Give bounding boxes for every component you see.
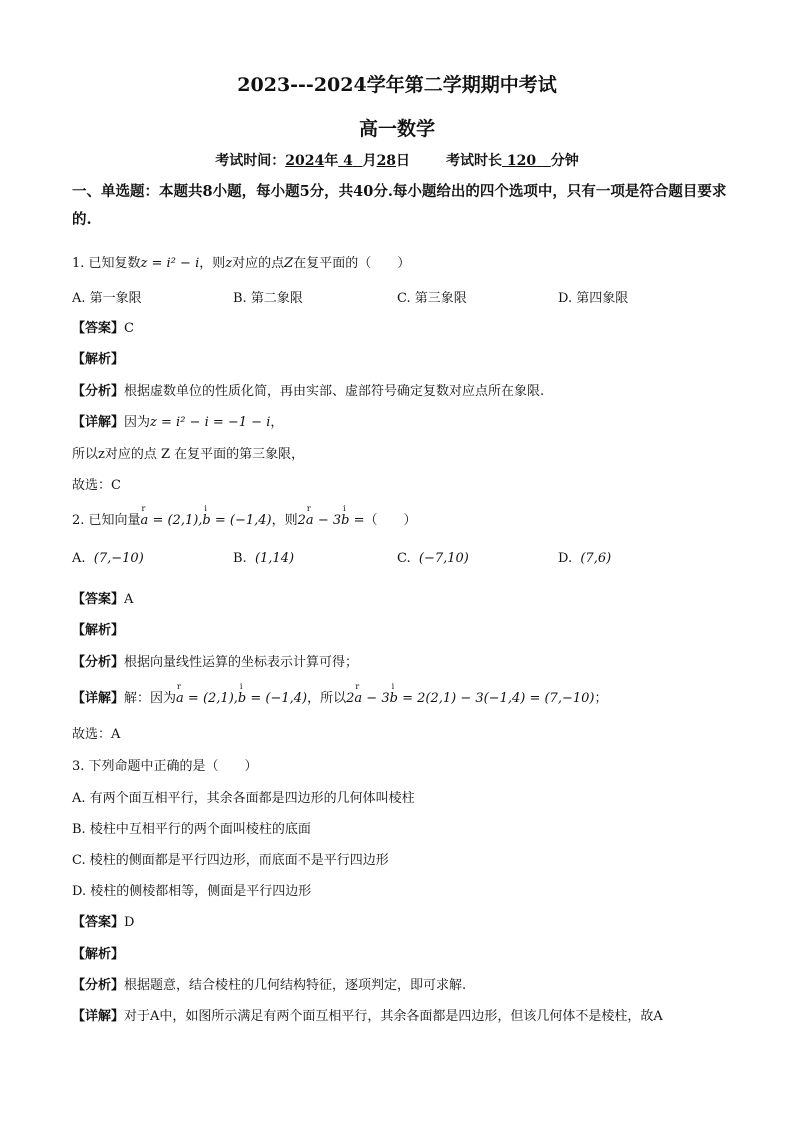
q2-stem: 2. 已知向量r a = (2,1),i b = (−1,4)，则2r a − 3i b =（ ） — [72, 509, 417, 528]
q3-xiangjie: 【详解】对于A中，如图所示满足有两个面互相平行，其余各面都是四边形，但该几何体不是棱柱，故A — [72, 1009, 663, 1024]
q1-analysis-tag: 【解析】 — [72, 352, 125, 367]
q2-analysis-tag: 【解析】 — [72, 623, 125, 638]
q1-option-c: C. 第三象限 — [397, 291, 467, 306]
q1-fenxi: 【分析】根据虚数单位的性质化简，再由实部、虚部符号确定复数对应点所在象限. — [72, 384, 545, 399]
q2-option-d: D. (7,6) — [558, 551, 612, 566]
month-unit: 月 — [362, 153, 377, 169]
q2-fenxi: 【分析】根据向量线性运算的坐标表示计算可得； — [72, 655, 359, 670]
q1-formula: z = i² − i — [140, 256, 200, 271]
q3-fenxi: 【分析】根据题意，结合棱柱的几何结构特征，逐项判定，即可求解. — [72, 978, 467, 993]
exam-month: 4 — [343, 153, 353, 169]
q1-option-a: A. 第一象限 — [72, 291, 142, 306]
vector-a: r a — [141, 513, 149, 528]
q2-option-a: A. (7,−10) — [72, 551, 144, 566]
vector-b: i b — [202, 513, 210, 528]
day-unit: 日 — [396, 153, 411, 169]
q2-choose: 故选：A — [72, 727, 121, 742]
exam-year: 2024 — [285, 153, 325, 169]
exam-duration: 120 — [506, 153, 537, 169]
q3-option-a: A. 有两个面互相平行，其余各面都是四边形的几何体叫棱柱 — [72, 791, 415, 806]
q2-answer: 【答案】A — [72, 592, 134, 607]
q3-option-c: C. 棱柱的侧面都是平行四边形，而底面不是平行四边形 — [72, 853, 389, 868]
q1-answer: 【答案】C — [72, 321, 134, 336]
q3-stem: 3. 下列命题中正确的是（ ） — [72, 759, 258, 774]
duration-label: 考试时长 — [446, 153, 503, 169]
exam-day: 28 — [376, 153, 397, 169]
q3-option-d: D. 棱柱的侧棱都相等，侧面是平行四边形 — [72, 884, 312, 899]
q1-choose: 故选：C — [72, 478, 121, 493]
year-unit: 年 — [324, 153, 339, 169]
q3-analysis-tag: 【解析】 — [72, 947, 125, 962]
q1-conclusion: 所以z对应的点 Z 在复平面的第三象限， — [72, 447, 305, 462]
q1-stem: 1. 已知复数z = i² − i，则z对应的点Z在复平面的（ ） — [72, 256, 411, 271]
section-heading: 一、单选题：本题共8小题，每小题5分，共40分.每小题给出的四个选项中，只有一项是符合题目要求的. — [72, 183, 727, 228]
q2-option-c: C. (−7,10) — [397, 551, 469, 566]
q3-answer: 【答案】D — [72, 915, 135, 930]
q3-option-b: B. 棱柱中互相平行的两个面叫棱柱的底面 — [72, 822, 311, 837]
duration-unit: 分钟 — [550, 153, 579, 169]
q2-option-b: B. (1,14) — [233, 551, 295, 566]
exam-title: 2023---2024学年第二学期期中考试 — [237, 74, 557, 96]
q1-xiangjie: 【详解】因为z = i² − i = −1 − i， — [72, 415, 284, 430]
q1-option-d: D. 第四象限 — [558, 291, 629, 306]
exam-time-label: 考试时间： — [215, 153, 286, 169]
q1-option-b: B. 第二象限 — [233, 291, 303, 306]
q2-xiangjie: 【详解】解：因为r a = (2,1),i b = (−1,4)，所以2r a − 3i b = 2(2,1) − 3(−1,4) = (7,−10)； — [72, 687, 607, 706]
exam-info — [0, 150, 794, 170]
subject-title: 高一数学 — [358, 118, 435, 140]
